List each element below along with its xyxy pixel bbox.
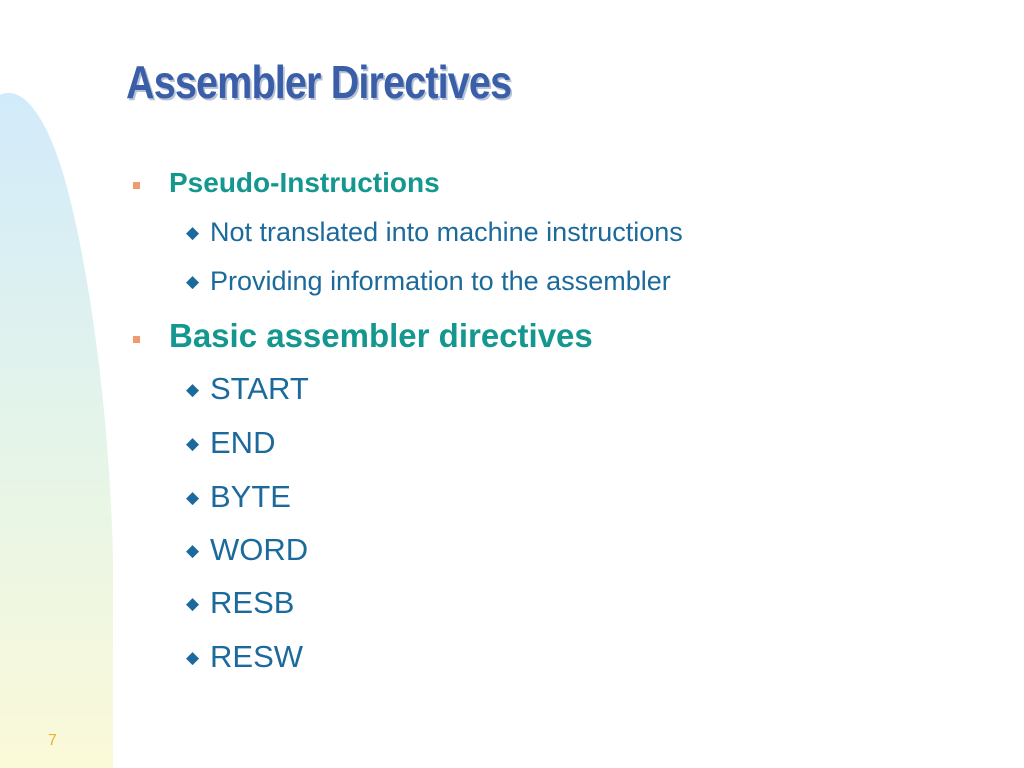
bullet-label: Basic assembler directives	[169, 317, 593, 354]
square-bullet-icon	[133, 182, 140, 189]
sub-bullet-label: BYTE	[210, 479, 291, 514]
sub-bullet-label: Not translated into machine instructions	[210, 216, 683, 247]
diamond-bullet-icon: ◆	[186, 271, 200, 291]
bullet-label: Pseudo-Instructions	[169, 167, 440, 198]
diamond-bullet-icon: ◆	[186, 222, 200, 242]
diamond-bullet-icon: ◆	[186, 647, 200, 667]
sub-bullet-not-translated	[186, 217, 683, 247]
sub-bullet-resb	[186, 585, 294, 621]
sub-bullet-label: WORD	[210, 532, 309, 567]
diamond-bullet-icon: ◆	[186, 487, 200, 507]
sub-bullet-start	[186, 371, 309, 407]
sub-bullet-byte	[186, 479, 291, 515]
slide-title: Assembler Directives	[126, 56, 512, 108]
bullet-pseudo-instructions	[133, 168, 440, 198]
diamond-bullet-icon: ◆	[186, 379, 200, 399]
sub-bullet-label: END	[210, 425, 276, 460]
sub-bullet-end	[186, 425, 275, 461]
sub-bullet-label: START	[210, 371, 309, 406]
diamond-bullet-icon: ◆	[186, 540, 200, 560]
sub-bullet-providing-information	[186, 266, 671, 296]
sub-bullet-label: Providing information to the assembler	[210, 265, 671, 296]
background-gradient-curve	[0, 0, 130, 768]
sub-bullet-resw	[186, 639, 303, 675]
square-bullet-icon	[133, 336, 140, 343]
diamond-bullet-icon: ◆	[186, 433, 200, 453]
bullet-basic-assembler-directives	[133, 316, 593, 356]
page-number: 7	[48, 732, 57, 749]
sub-bullet-word	[186, 532, 308, 568]
sub-bullet-label: RESW	[210, 639, 303, 674]
diamond-bullet-icon: ◆	[186, 593, 200, 613]
sub-bullet-label: RESB	[210, 585, 295, 620]
